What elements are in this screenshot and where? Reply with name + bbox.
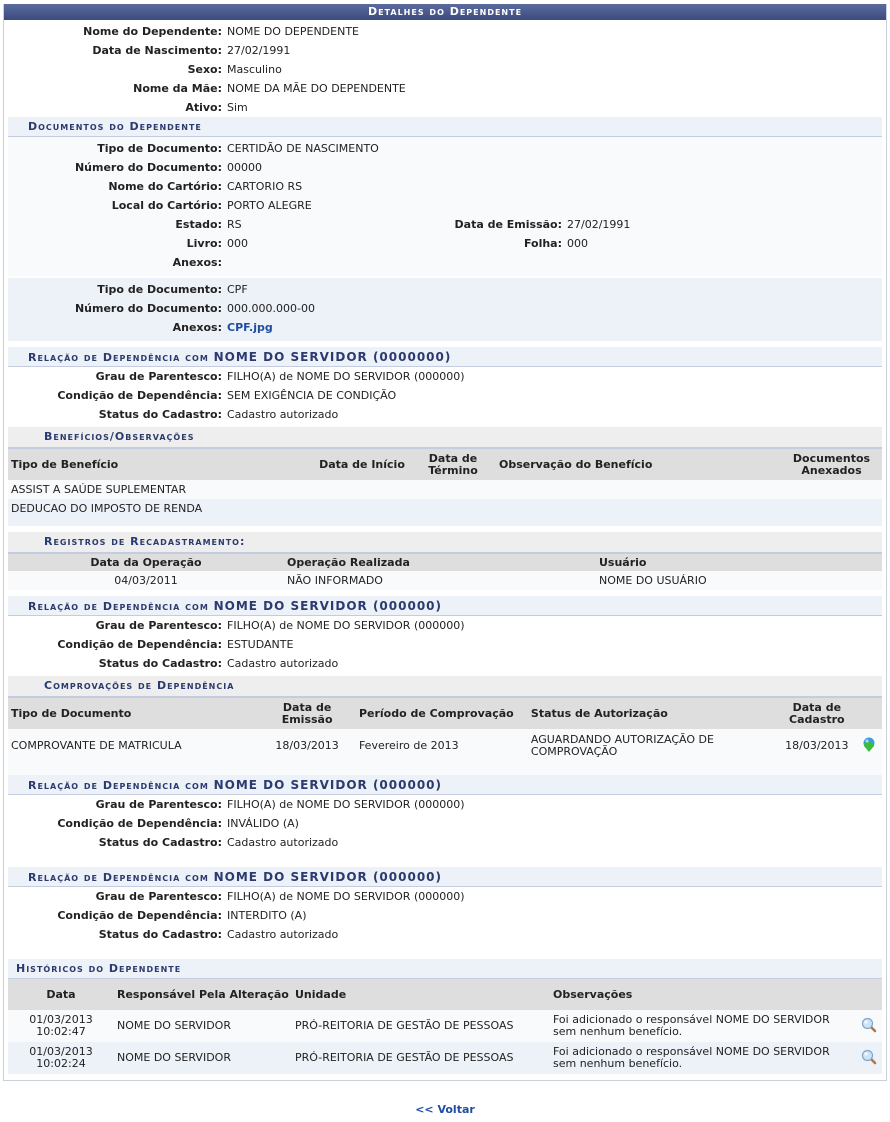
col-header: Observação do Benefício — [496, 449, 781, 480]
section-beneficios: Benefícios/Observações — [8, 427, 882, 449]
historicos-table — [8, 979, 882, 1074]
col-header: Data de Emissão — [258, 698, 356, 729]
field-value: Cadastro autorizado — [227, 836, 339, 849]
section-title: Relação de Dependência com — [28, 600, 209, 613]
document-certidao — [8, 137, 882, 276]
field-label: Local do Cartório: — [111, 199, 222, 212]
field-value: NOME DA MÃE DO DEPENDENTE — [227, 82, 406, 95]
field-value: Cadastro autorizado — [227, 928, 339, 941]
field-value: 000 — [567, 237, 588, 250]
field-label: Número do Documento: — [74, 302, 222, 315]
col-header: Documentos Anexados — [781, 449, 882, 480]
section-relacao-2 — [8, 596, 882, 616]
field-value: CERTIDÃO DE NASCIMENTO — [227, 142, 379, 155]
field-label: Ativo: — [185, 101, 222, 114]
field-value: 00000 — [227, 161, 262, 174]
section-historicos: Históricos do Dependente — [8, 959, 882, 979]
servidor-name: NOME DO SERVIDOR (000000) — [213, 870, 443, 884]
section-recadastramento: Registros de Recadastramento: — [8, 532, 882, 554]
field-label: Condição de Dependência: — [57, 638, 222, 651]
section-documentos: Documentos do Dependente — [8, 117, 882, 137]
field-label: Nome da Mãe: — [133, 82, 222, 95]
field-label: Tipo de Documento: — [97, 142, 222, 155]
field-label: Anexos: — [172, 256, 222, 269]
col-header: Data de Cadastro — [778, 698, 855, 729]
field-label: Livro: — [186, 237, 222, 250]
field-value: RS — [227, 218, 242, 231]
field-value: 000 — [227, 237, 248, 250]
field-label: Nome do Cartório: — [108, 180, 222, 193]
field-label: Data de Emissão: — [454, 218, 562, 231]
field-value: FILHO(A) de NOME DO SERVIDOR (000000) — [227, 798, 465, 811]
download-globe-icon[interactable] — [855, 729, 882, 763]
field-label: Grau de Parentesco: — [95, 619, 222, 632]
field-label: Anexos: — [172, 321, 222, 334]
table-row: 04/03/2011 NÃO INFORMADO NOME DO USUÁRIO — [8, 571, 882, 590]
details-panel — [3, 4, 887, 1081]
field-row — [4, 98, 886, 117]
col-header: Data de Início — [314, 449, 410, 480]
field-label: Tipo de Documento: — [97, 283, 222, 296]
field-label: Folha: — [523, 237, 562, 250]
servidor-name: NOME DO SERVIDOR (000000) — [213, 778, 443, 792]
field-row — [4, 79, 886, 98]
field-value: Sim — [227, 101, 248, 114]
section-relacao-1 — [8, 347, 882, 367]
section-relacao-4 — [8, 867, 882, 887]
col-header: Observações — [550, 979, 856, 1010]
table-row: 01/03/2013 10:02:24 NOME DO SERVIDOR PRÓ-REITORIA DE GESTÃO DE PESSOAS Foi adicionado o responsável NOME DO SERVIDOR sem nenhum benefício. — [8, 1042, 882, 1074]
section-comprovacoes: Comprovações de Dependência — [8, 676, 882, 698]
field-label: Status do Cadastro: — [98, 928, 222, 941]
field-label: Status do Cadastro: — [98, 408, 222, 421]
servidor-name: NOME DO SERVIDOR (000000) — [213, 599, 443, 613]
col-header: Data de Término — [410, 449, 496, 480]
section-title: Relação de Dependência com — [28, 351, 209, 364]
col-header: Unidade — [292, 979, 550, 1010]
field-value: Cadastro autorizado — [227, 657, 339, 670]
servidor-name: NOME DO SERVIDOR (0000000) — [213, 350, 452, 364]
attachment-link[interactable]: CPF.jpg — [227, 321, 273, 334]
field-label: Grau de Parentesco: — [95, 798, 222, 811]
table-row: 01/03/2013 10:02:47 NOME DO SERVIDOR PRÓ-REITORIA DE GESTÃO DE PESSOAS Foi adicionado o responsável NOME DO SERVIDOR sem nenhum benefício. — [8, 1010, 882, 1042]
field-value: FILHO(A) de NOME DO SERVIDOR (000000) — [227, 890, 465, 903]
field-label: Número do Documento: — [74, 161, 222, 174]
field-label: Nome do Dependente: — [83, 25, 222, 38]
col-header: Data — [8, 979, 114, 1010]
recadastramento-table — [8, 554, 882, 590]
magnifier-icon[interactable] — [856, 1010, 882, 1042]
table-row: DEDUCAO DO IMPOSTO DE RENDA — [8, 499, 882, 518]
table-row: COMPROVANTE DE MATRICULA 18/03/2013 Fevereiro de 2013 AGUARDANDO AUTORIZAÇÃO DE COMPROVAÇÃO 18/03/2013 — [8, 729, 882, 763]
field-value: Cadastro autorizado — [227, 408, 339, 421]
comprovacoes-table — [8, 698, 882, 775]
col-header: Status de Autorização — [528, 698, 778, 729]
field-value: 27/02/1991 — [227, 44, 291, 57]
field-label: Data de Nascimento: — [92, 44, 222, 57]
section-title: Relação de Dependência com — [28, 779, 209, 792]
field-value: 27/02/1991 — [567, 218, 631, 231]
field-value: CPF — [227, 283, 248, 296]
col-header: Data da Operação — [8, 554, 284, 571]
table-row: ASSIST A SAÚDE SUPLEMENTAR — [8, 480, 882, 499]
field-value: Masculino — [227, 63, 282, 76]
field-value: INVÁLIDO (A) — [227, 817, 299, 830]
beneficios-table — [8, 449, 882, 526]
field-value: CARTORIO RS — [227, 180, 303, 193]
field-label: Condição de Dependência: — [57, 389, 222, 402]
field-row — [4, 41, 886, 60]
field-label: Grau de Parentesco: — [95, 370, 222, 383]
col-header: Responsável Pela Alteração — [114, 979, 292, 1010]
field-value: PORTO ALEGRE — [227, 199, 312, 212]
field-value: ESTUDANTE — [227, 638, 294, 651]
field-value: FILHO(A) de NOME DO SERVIDOR (000000) — [227, 619, 465, 632]
field-row — [4, 60, 886, 79]
field-label: Sexo: — [187, 63, 222, 76]
document-cpf — [8, 278, 882, 341]
field-label: Status do Cadastro: — [98, 657, 222, 670]
field-label: Estado: — [175, 218, 222, 231]
back-container — [0, 1103, 890, 1116]
magnifier-icon[interactable] — [856, 1042, 882, 1074]
back-link[interactable]: << Voltar — [415, 1103, 475, 1116]
field-label: Status do Cadastro: — [98, 836, 222, 849]
field-value: NOME DO DEPENDENTE — [227, 25, 359, 38]
field-label: Condição de Dependência: — [57, 817, 222, 830]
field-value: FILHO(A) de NOME DO SERVIDOR (000000) — [227, 370, 465, 383]
col-header: Tipo de Documento — [8, 698, 258, 729]
section-relacao-3 — [8, 775, 882, 795]
col-header: Usuário — [596, 554, 882, 571]
field-value: SEM EXIGÊNCIA DE CONDIÇÃO — [227, 389, 397, 402]
col-header: Tipo de Benefício — [8, 449, 314, 480]
field-label: Grau de Parentesco: — [95, 890, 222, 903]
col-header: Período de Comprovação — [356, 698, 528, 729]
section-title: Relação de Dependência com — [28, 871, 209, 884]
field-value: INTERDITO (A) — [227, 909, 307, 922]
panel-caption: Detalhes do Dependente — [4, 4, 886, 20]
col-header: Operação Realizada — [284, 554, 596, 571]
field-label: Condição de Dependência: — [57, 909, 222, 922]
field-row — [4, 22, 886, 41]
field-value: 000.000.000-00 — [227, 302, 315, 315]
